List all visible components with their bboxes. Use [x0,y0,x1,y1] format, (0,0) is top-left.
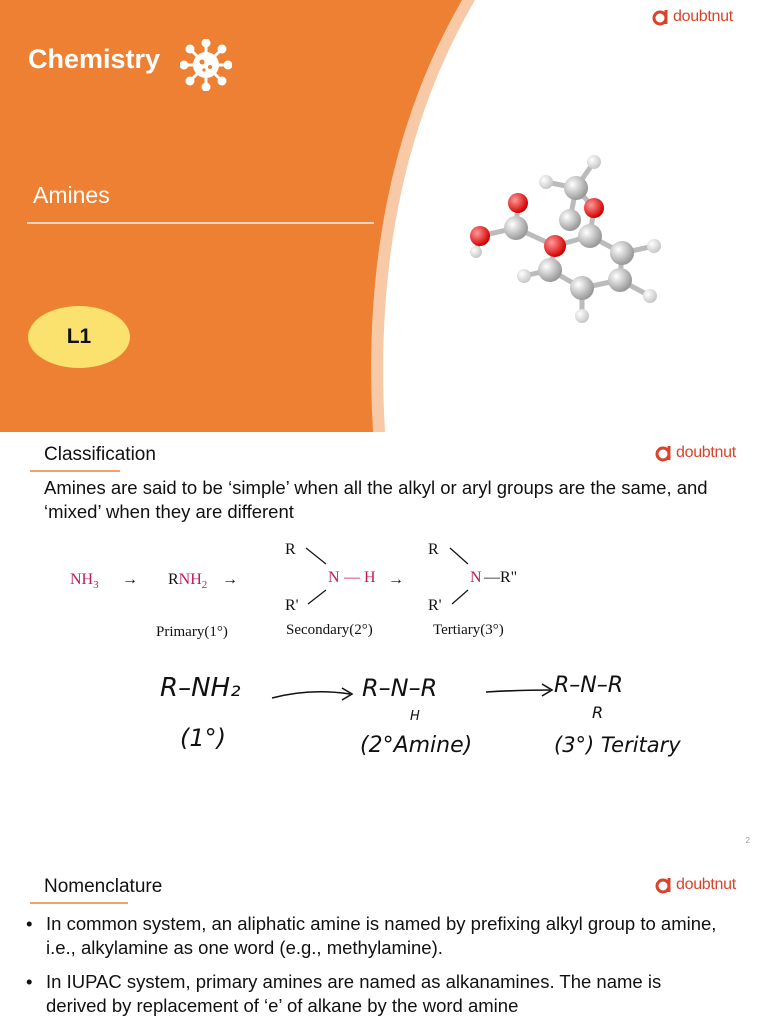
doubtnut-brand [655,444,736,462]
hand-secondary-h: H [410,709,420,724]
heading-underline [30,470,120,472]
list-item [24,970,724,1018]
hand-primary: R–NH₂ [160,673,241,703]
bullet-text: In IUPAC system, primary amines are named as alkanamines. The name is derived by replacement of ‘e’ of alkane by the word amine [46,971,662,1016]
topic-underline [27,222,374,224]
nomenclature-slide [0,866,768,1024]
molecule-model-image [460,148,670,328]
classification-slide [0,434,768,858]
label-secondary: Secondary(2°) [286,622,373,638]
hand-secondary-note: (2°Amine) [360,733,473,758]
bullet-text: In common system, an aliphatic amine is named by prefixing alkyl group to amine, i.e., alkylamine as one word (e.g., methylamine). [46,913,717,958]
list-item [24,912,724,960]
primary-formula: $RNH_2$ [168,571,208,591]
topic-title: Amines [33,182,110,208]
secondary-h: — H [344,569,376,586]
hand-tertiary-r: R [592,703,604,722]
brand-text: doubtnut [676,444,736,461]
classification-paragraph: Amines are said to be ‘simple’ when all the alkyl or aryl groups are the same, and ‘mixed’ when they are different [44,477,708,522]
virus-icon [180,39,232,91]
classification-heading: Classification [44,444,156,465]
brand-text: doubtnut [676,876,736,893]
level-badge: L1 [28,306,130,368]
brand-text: doubtnut [673,8,733,25]
subject-title: Chemistry [28,44,161,74]
arrow-1: → [122,571,138,588]
page-number: 2 [745,836,750,845]
secondary-rprime: R' [285,597,299,614]
secondary-n: N [328,569,340,586]
bullet-icon: • [26,971,33,992]
hand-secondary: R–N–R [362,674,438,702]
hand-tertiary: R–N–R [554,673,624,698]
arrow-3: → [388,571,404,588]
nomenclature-heading: Nomenclature [44,876,163,897]
tertiary-r: R [428,541,439,558]
doubtnut-logo-icon [655,444,673,462]
doubtnut-logo-icon [652,8,670,26]
label-tertiary: Tertiary(3°) [433,622,504,638]
tertiary-n: N [470,569,482,586]
hand-tertiary-note: (3°) Teritary [554,733,681,757]
doubtnut-logo-icon [655,876,673,894]
doubtnut-brand [655,876,736,894]
tertiary-r2: —R" [484,569,518,586]
secondary-r: R [285,541,296,558]
doubtnut-brand [652,8,733,26]
heading-underline [30,902,128,904]
handwritten-notes [150,666,710,796]
title-slide [0,0,768,432]
arrow-2: → [222,571,238,588]
ammonia-formula: $NH_3$ [70,571,99,591]
bullet-icon: • [26,913,33,934]
label-primary: Primary(1°) [156,624,228,640]
amine-classification-scheme [60,534,560,654]
hand-primary-note: (1°) [180,724,226,752]
nomenclature-bullets [24,912,724,1024]
tertiary-rprime: R' [428,597,442,614]
